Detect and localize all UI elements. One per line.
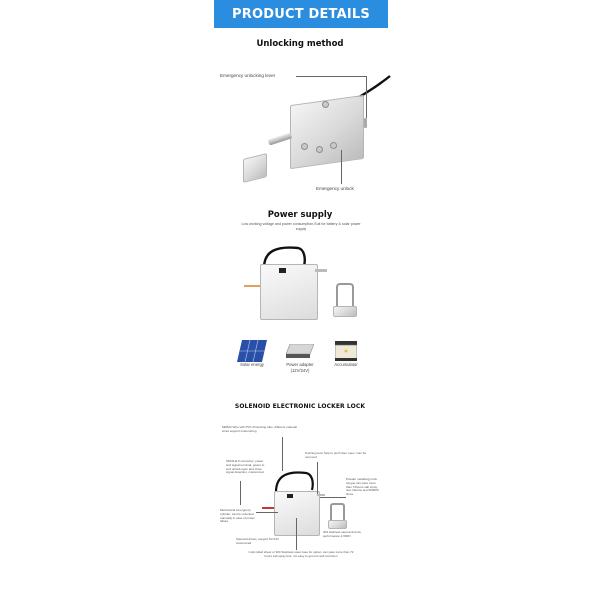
lock-body <box>260 264 318 320</box>
unlocking-method-heading: Unlocking method <box>256 39 344 49</box>
emergency-lever-pin <box>364 118 367 128</box>
wires-callout: MR622 Wire with PVC Protecting tube, different material wires support customizing <box>222 425 297 433</box>
power-supply-subtitle: Low working voltage and power consumption,Suit for battery & solar power supply <box>241 222 361 231</box>
callout-line <box>240 481 241 505</box>
latch-base <box>333 306 357 317</box>
lock-body <box>274 491 320 536</box>
power-supply-heading: Power supply <box>267 210 333 220</box>
accumulator-icon <box>335 341 357 361</box>
lock-latch-slot <box>287 494 293 498</box>
screw-icon <box>330 142 337 149</box>
power-source-solar <box>237 340 267 362</box>
power-adapter-sublabel: (12V/24V) <box>290 368 310 373</box>
lock-pushing-lever <box>317 494 325 496</box>
lock-tongue-callout: Powder metallurgy lock tongue can pass more than 72hours salt spray test, lifetime test 500000 times <box>346 477 379 497</box>
callout-line <box>256 512 278 513</box>
solar-panel-icon <box>237 340 267 362</box>
screw-icon <box>322 101 329 108</box>
callout-line <box>296 518 297 550</box>
callout-line <box>320 497 346 498</box>
callout-line <box>341 150 342 184</box>
wire-connector <box>244 285 260 287</box>
callout-line <box>282 437 283 471</box>
mechanical-cylinder-callout: Mechanical emergency cylinder, can be unlocked manually in case of power failure <box>220 508 255 524</box>
screw-icon <box>301 143 308 150</box>
solenoid-drive-callout: Solenoid drives, support 5V-24V customized <box>236 537 279 545</box>
callout-line <box>296 76 366 77</box>
lock-bolt <box>268 132 293 145</box>
solenoid-lock-heading: SOLENOID ELECTRONIC LOCKER LOCK <box>234 403 366 410</box>
wire-connector <box>262 507 274 509</box>
accumulator-label: Accumulator <box>334 362 358 367</box>
power-adapter-label: Power adapter <box>286 362 314 367</box>
power-source-accumulator <box>335 341 357 361</box>
strike-plate <box>243 153 267 183</box>
screw-icon <box>316 146 323 153</box>
case-material-callout: Cold-rolled sheet or 304 Stainless steel case for option, can pass more than 72 hours salt spray test, not easy to get rust and corrosion <box>248 550 354 558</box>
latch-base <box>328 520 347 529</box>
stainless-steel-callout: 304 stainless steel,anti-force performance 2-500N <box>323 530 362 538</box>
emergency-lever-label: Emergency unlocking lever <box>220 73 276 78</box>
callout-line <box>366 76 367 118</box>
pushing-lever-callout: Pushing lever help to push door open. Can be removed <box>305 451 367 459</box>
power-source-adapter <box>286 344 314 358</box>
callout-line <box>317 462 318 494</box>
banner-title: PRODUCT DETAILS <box>232 6 370 22</box>
solar-energy-label: Solar energy <box>240 362 264 367</box>
power-adapter-icon <box>286 344 314 358</box>
emergency-unlock-label: Emergency unlock <box>316 186 354 191</box>
lock-pushing-lever <box>315 269 327 272</box>
product-details-banner <box>214 0 388 28</box>
lock-latch-slot <box>279 268 286 273</box>
connector-callout: SM/XH2.5 connector, power and signal terminal, power to end unlock,open and close signal detection, customized <box>226 459 265 475</box>
